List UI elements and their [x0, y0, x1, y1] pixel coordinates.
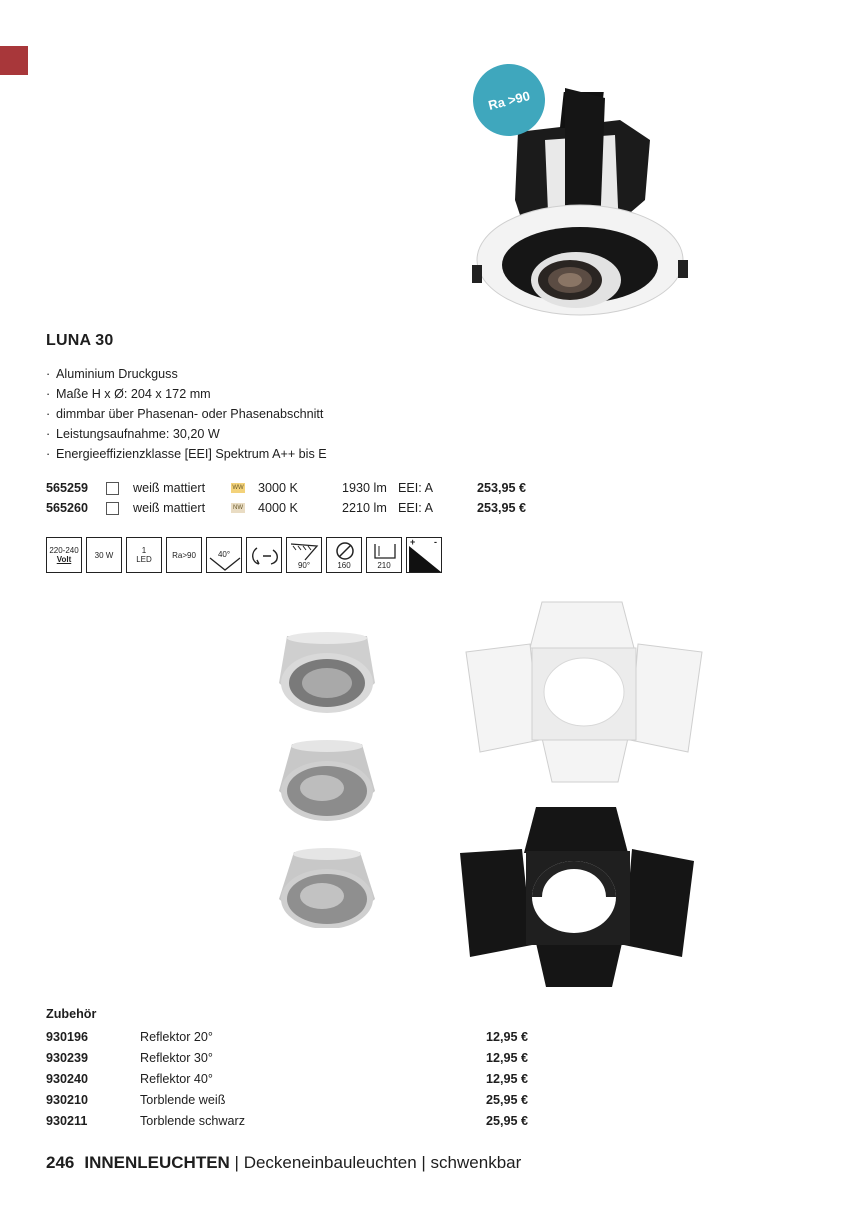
accessory-row — [46, 1047, 528, 1068]
article-number: 930196 — [46, 1029, 89, 1044]
reflector-40-image — [279, 848, 375, 928]
price: 25,95 € — [485, 1113, 528, 1128]
voltage-unit: Volt — [56, 555, 72, 564]
accessory-row — [46, 1068, 528, 1089]
feature-item: · Aluminium Druckguss — [46, 364, 327, 384]
color-temp-swatch: NW — [233, 505, 243, 511]
variant-row — [46, 498, 526, 518]
accessory-name: Reflektor 30° — [140, 1050, 213, 1065]
accessory-row — [46, 1089, 528, 1110]
subsection: Deckeneinbauleuchten — [243, 1153, 417, 1172]
cutout-icon — [326, 537, 362, 573]
article-number: 930211 — [46, 1113, 88, 1128]
accessory-row — [46, 1026, 528, 1047]
eei-class: EEI: A — [398, 481, 434, 495]
variant-row — [46, 478, 526, 498]
finish: weiß mattiert — [133, 501, 206, 515]
price: 253,95 € — [476, 481, 526, 495]
article-number: 565260 — [46, 501, 89, 515]
kelvin: 4000 K — [258, 501, 298, 515]
depth-value: 210 — [377, 561, 391, 570]
lumen: 1930 lm — [342, 481, 387, 495]
finish: weiß mattiert — [133, 481, 206, 495]
order-checkbox[interactable] — [106, 502, 119, 515]
accessory-name: Torblende weiß — [140, 1092, 226, 1107]
rotate-swivel-icon — [246, 537, 282, 573]
dim-plus: + — [410, 537, 416, 547]
eei-class: EEI: A — [398, 501, 434, 515]
accessory-name: Reflektor 20° — [140, 1029, 213, 1044]
led-icon — [126, 537, 162, 573]
power-value: 30 W — [94, 550, 114, 560]
tilt-icon — [286, 537, 322, 573]
separator: | — [229, 1153, 244, 1172]
depth-icon — [366, 537, 402, 573]
kelvin: 3000 K — [258, 481, 298, 495]
lumen: 2210 lm — [342, 501, 387, 515]
cutout-value: 160 — [337, 561, 351, 570]
color-temp-swatch: WW — [232, 485, 244, 491]
price: 253,95 € — [476, 501, 526, 515]
ra-icon — [166, 537, 202, 573]
separator: | — [416, 1153, 431, 1172]
reflector-30-image — [279, 740, 375, 821]
led-count: 1 — [141, 546, 147, 555]
torblende-schwarz-image — [456, 805, 701, 990]
feature-item: · Maße H x Ø: 204 x 172 mm — [46, 384, 327, 404]
power-icon — [86, 537, 122, 573]
spec-icon-bar — [46, 537, 442, 573]
beam-angle-icon — [206, 537, 242, 573]
accessory-row — [46, 1110, 528, 1131]
accessories-heading: Zubehör — [46, 1007, 97, 1021]
chapter-tab — [0, 46, 28, 75]
reflector-20-image — [279, 632, 375, 713]
page-number: 246 — [46, 1153, 75, 1172]
reflector-images — [272, 628, 382, 928]
page-footer — [46, 1153, 521, 1173]
accessory-name: Reflektor 40° — [140, 1071, 213, 1086]
article-number: 565259 — [46, 481, 89, 495]
price: 12,95 € — [485, 1071, 528, 1086]
ra-value: Ra>90 — [172, 550, 196, 560]
voltage-icon — [46, 537, 82, 573]
price: 25,95 € — [485, 1092, 528, 1107]
led-label: LED — [136, 555, 152, 564]
voltage-range: 220-240 — [49, 546, 79, 555]
feature-item: · Leistungsaufnahme: 30,20 W — [46, 424, 327, 444]
feature-list — [46, 364, 327, 464]
dimmable-icon — [406, 537, 442, 573]
dim-minus: - — [434, 537, 437, 547]
product-title: LUNA 30 — [46, 332, 114, 349]
ra-badge: Ra >90 — [465, 56, 552, 143]
feature-item: · Energieeffizienzklasse [EEI] Spektrum A++ bis E — [46, 444, 327, 464]
beam-angle-value: 40° — [217, 550, 231, 559]
subsection: schwenkbar — [430, 1153, 522, 1172]
feature-item: · dimmbar über Phasenan- oder Phasenabschnitt — [46, 404, 327, 424]
price: 12,95 € — [485, 1029, 528, 1044]
article-number: 930210 — [46, 1092, 89, 1107]
article-number: 930239 — [46, 1050, 89, 1065]
section-title: INNENLEUCHTEN — [84, 1153, 230, 1172]
accessory-name: Torblende schwarz — [140, 1113, 245, 1128]
article-number: 930240 — [46, 1071, 89, 1086]
torblende-weiss-image — [462, 600, 707, 785]
order-checkbox[interactable] — [106, 482, 119, 495]
tilt-value: 90° — [297, 561, 311, 570]
price: 12,95 € — [485, 1050, 528, 1065]
